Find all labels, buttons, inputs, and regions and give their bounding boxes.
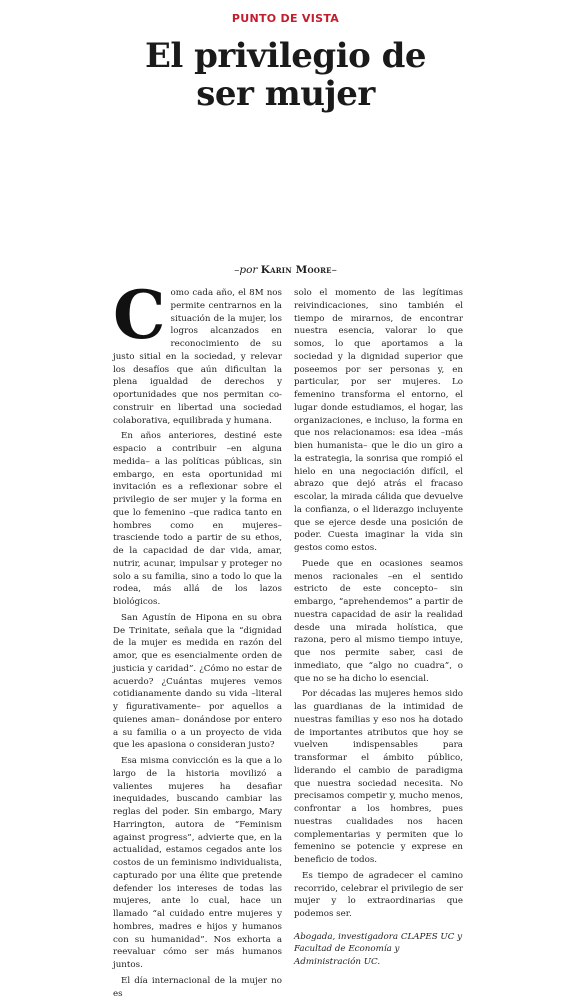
- article-paragraph: [113, 276, 282, 427]
- author-signature: Abogada, investigadora CLAPES UC y Facultad de Economía y Administración UC.: [294, 931, 463, 967]
- article-paragraph: San Agustín de Hipona en su obra De Trinitate, señala que la “dignidad de la mujer es medida en razón del amor, que es esencialmente orden de justicia y caridad”. ¿Cómo no estar de acuerdo? ¿Cuántas mujeres vemos cotidianamente dando su vida –literal y figurativamente– por aquellos a quienes aman– donándose por entero a su familia o a un proyecto de vida que les apasiona o consideran justo?: [113, 612, 282, 751]
- byline-prefix: –por: [234, 264, 261, 276]
- author-name: Karin Moore: [260, 264, 332, 276]
- article-body: [113, 276, 463, 999]
- headline: [0, 37, 571, 113]
- paragraph-text: omo cada año, el 8M nos permite centrarnos en la situación de la mujer, los logros alcanzados en reconocimiento de su justo sitial en la sociedad, y relevar los desafíos que aún dificultan la plena igualdad de derechos y oportunidades que nos permitan co-construir en libertad una sociedad colaborativa, equilibrada y humana.: [113, 288, 282, 426]
- headline-line-2: ser mujer: [196, 74, 375, 114]
- drop-cap: C: [113, 276, 166, 354]
- byline: [0, 264, 571, 276]
- article-paragraph: Por décadas las mujeres hemos sido las guardianas de la intimidad de nuestras familias y eso nos ha dotado de importantes atributos que hoy se vuelven indispensables para transformar el ámbito público, liderando el cambio de paradigma que nuestra sociedad necesita. No precisamos competir y, mucho menos, confrontar a los hombres, pues nuestras cualidades nos hacen complementarias y permiten que lo femenino se potencie y exprese en beneficio de todos.: [294, 689, 463, 865]
- article-paragraph: Es tiempo de agradecer el camino recorrido, celebrar el privilegio de ser mujer y lo extraordinarias que podemos ser.: [294, 870, 463, 919]
- section-label: PUNTO DE VISTA: [231, 12, 340, 25]
- article-paragraph: El día internacional de la mujer no es: [113, 975, 282, 999]
- article-column-2: [294, 287, 463, 993]
- byline-suffix: –: [331, 264, 337, 276]
- article-paragraph: Esa misma convicción es la que a lo largo de la historia movilizó a valientes mujeres ha desafiar inequidades, buscando cambiar las reglas del poder. Sin embargo, Mary Harrington, autora de “Feminism against progress”, advierte que, en la actualidad, estamos cegados ante los costos de un feminismo individualista, capturado por una élite que pretende defender los intereses de todas las mujeres, ante lo cual, hace un llamado “al cuidado entre mujeres y hombres, madres e hijos y humanos con su humanidad”. Nos exhorta a reevaluar cómo ser más humanos juntos.: [113, 756, 282, 970]
- author-portrait: [232, 148, 338, 254]
- article-paragraph: Puede que en ocasiones seamos menos racionales –en el sentido estricto de este concepto– sin embargo, “aprehendemos” a partir de nuestra capacidad de asir la realidad desde una mirada holística, que razona, pero al mismo tiempo intuye, que nos permite saber, casi de inmediato, que “algo no cuadra”, o que no se ha dicho lo esencial.: [294, 558, 463, 684]
- article-paragraph: En años anteriores, destiné este espacio a contribuir –en alguna medida– a las políticas públicas, sin embargo, en esta oportunidad mi invitación es a reflexionar sobre el privilegio de ser mujer y la forma en que lo femenino –que radica tanto en hombres como en mujeres– trasciende todo a partir de su ethos, de la capacidad de dar vida, amar, nutrir, acunar, impulsar y proteger no solo a su familia, sino a todo lo que la rodea, más allá de los lazos biológicos.: [113, 431, 282, 607]
- author-portrait-image: [232, 148, 338, 254]
- article-column-1: [113, 276, 282, 999]
- article-paragraph: solo el momento de las legítimas reivindicaciones, sino también el tiempo de mirarnos, de encontrar nuestra esencia, valorar lo que somos, lo que aportamos a la sociedad y la dignidad superior que poseemos por ser personas y, en particular, por ser mujeres. Lo femenino transforma el entorno, el lugar donde estudiamos, el hogar, las organizaciones, e incluso, la forma en que nos relacionamos: esa idea –más bien humanista– que le dio un giro a la estrategia, la sonrisa que rompió el hielo en una negociación difícil, el abrazo que dejó atrás el fracaso escolar, la mirada cálida que devuelve la confianza, o el liderazgo incluyente que se ejerce desde una posición de poder. Cuesta imaginar la vida sin gestos como estos.: [294, 288, 463, 553]
- headline-line-1: El privilegio de: [144, 36, 427, 76]
